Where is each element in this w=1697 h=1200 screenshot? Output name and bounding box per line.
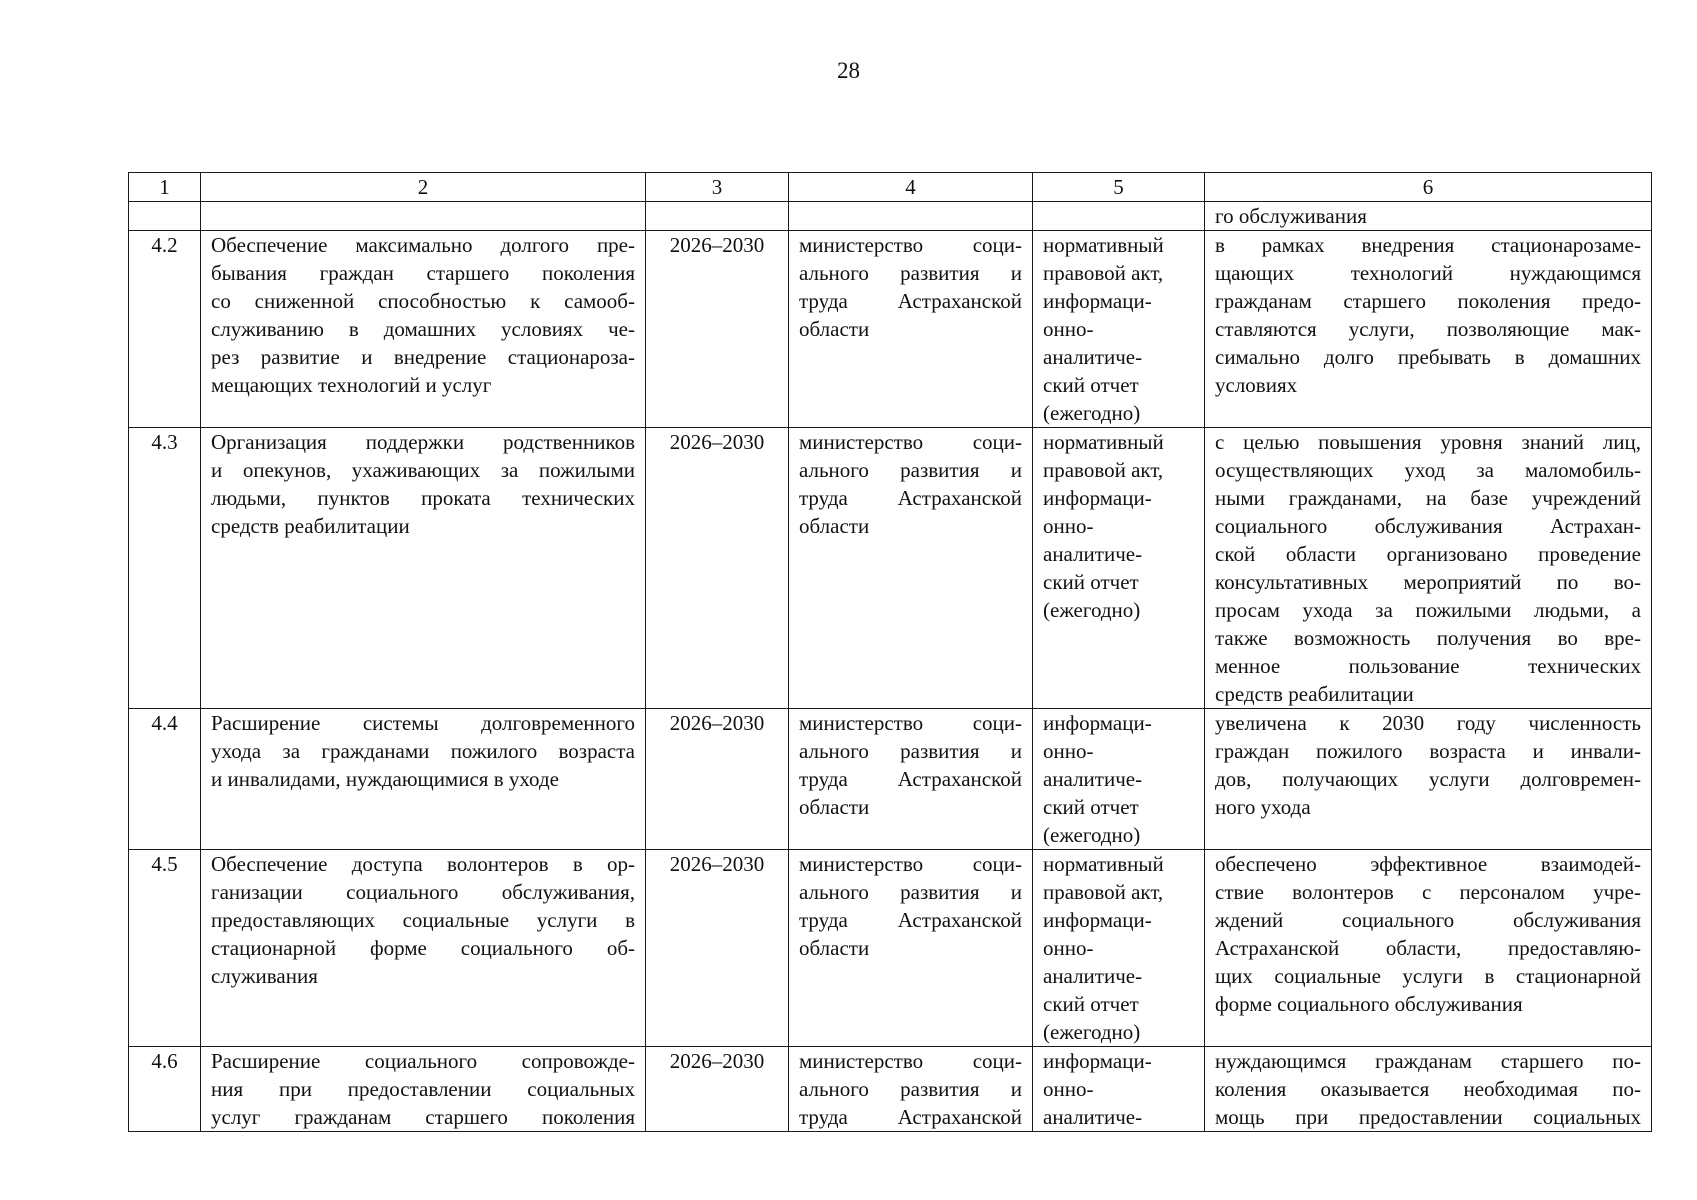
text-line: нуждающимся гражданам старшего по- xyxy=(1215,1049,1641,1073)
result-cell xyxy=(1205,231,1652,428)
text-line: нормативный xyxy=(1043,430,1164,454)
text-line: предоставляющих социальные услуги в xyxy=(211,908,635,932)
text-line: Расширение системы долговременного xyxy=(211,711,635,735)
text-line: и опекунов, ухаживающих за пожилыми xyxy=(211,458,635,482)
number-cell xyxy=(129,428,201,709)
text-line: дов, получающих услуги долговремен- xyxy=(1215,767,1641,791)
text-line: аналитиче- xyxy=(1043,964,1143,988)
table-row xyxy=(129,1047,1652,1132)
text-line: Обеспечение максимально долгого пре- xyxy=(211,233,635,257)
text-line: аналитиче- xyxy=(1043,542,1143,566)
text-line: 2026–2030 xyxy=(669,233,765,257)
text-line: ального развития и xyxy=(799,880,1022,904)
text-line: обеспечено эффективное взаимодей- xyxy=(1215,852,1641,876)
text-line: 2026–2030 xyxy=(669,852,765,876)
text-line: труда Астраханской xyxy=(799,486,1022,510)
period-cell xyxy=(646,850,789,1047)
activity-name-cell xyxy=(201,428,646,709)
text-line: области xyxy=(799,936,870,960)
executor-cell xyxy=(789,428,1033,709)
text-line: 4.6 xyxy=(151,1049,178,1073)
text-line: нормативный xyxy=(1043,233,1164,257)
executor-cell xyxy=(789,231,1033,428)
activity-name-cell xyxy=(201,850,646,1047)
text-line: щающих технологий нуждающимся xyxy=(1215,261,1641,285)
text-line: средств реабилитации xyxy=(1215,682,1414,706)
text-line: ального развития и xyxy=(799,458,1022,482)
cell-clip xyxy=(1043,1047,1194,1131)
text-line: служивания xyxy=(211,964,318,988)
cell-clip xyxy=(799,1047,1022,1131)
text-line: правовой акт, xyxy=(1043,261,1164,285)
activity-name-cell xyxy=(201,709,646,850)
text-line: информаци- xyxy=(1043,289,1152,313)
text-line: 2026–2030 xyxy=(669,430,765,454)
text-line: министерство соци- xyxy=(799,1049,1022,1073)
empty-cell xyxy=(1033,202,1205,231)
text-line: мощь при предоставлении социальных xyxy=(1215,1105,1641,1129)
header-cell: 3 xyxy=(646,173,789,202)
text-line: нормативный xyxy=(1043,852,1164,876)
cell-clip xyxy=(211,1047,635,1131)
table-row xyxy=(129,231,1652,428)
table-row xyxy=(129,709,1652,850)
result-cell xyxy=(1205,202,1652,231)
text-line: аналитиче- xyxy=(1043,345,1143,369)
document-cell xyxy=(1033,1047,1205,1132)
text-line: правовой акт, xyxy=(1043,880,1164,904)
activity-name-cell xyxy=(201,231,646,428)
period-cell xyxy=(646,709,789,850)
text-line: ного ухода xyxy=(1215,795,1311,819)
text-line: Организация поддержки родственников xyxy=(211,430,635,454)
document-cell xyxy=(1033,231,1205,428)
text-line: министерство соци- xyxy=(799,711,1022,735)
text-line: го обслуживания xyxy=(1215,204,1367,228)
text-line: 2026–2030 xyxy=(669,711,765,735)
text-line: бывания граждан старшего поколения xyxy=(211,261,635,285)
cell-clip xyxy=(139,1047,190,1131)
text-line: форме социального обслуживания xyxy=(1215,992,1523,1016)
text-line: с целью повышения уровня знаний лиц, xyxy=(1215,430,1641,454)
text-line: 4.2 xyxy=(151,233,178,257)
text-line: информаци- xyxy=(1043,1049,1152,1073)
text-line: гражданам старшего поколения предо- xyxy=(1215,289,1641,313)
number-cell xyxy=(129,709,201,850)
text-line: служиванию в домашних условиях че- xyxy=(211,317,635,341)
text-line: ский отчет xyxy=(1043,795,1139,819)
text-line: (ежегодно) xyxy=(1043,1020,1141,1044)
text-line: ский отчет xyxy=(1043,570,1139,594)
text-line: рез развитие и внедрение стационароза- xyxy=(211,345,635,369)
text-line: 2026–2030 xyxy=(669,1049,765,1073)
text-line: людьми, пунктов проката технических xyxy=(211,486,635,510)
header-cell: 2 xyxy=(201,173,646,202)
text-line: ального развития и xyxy=(799,261,1022,285)
text-line: Обеспечение доступа волонтеров в ор- xyxy=(211,852,635,876)
text-line: 4.3 xyxy=(151,430,178,454)
period-cell xyxy=(646,1047,789,1132)
text-line: информаци- xyxy=(1043,486,1152,510)
text-line: мещающих технологий и услуг xyxy=(211,373,492,397)
empty-cell xyxy=(646,202,789,231)
text-line: министерство соци- xyxy=(799,430,1022,454)
text-line: онно- xyxy=(1043,739,1094,763)
activities-table xyxy=(128,172,1652,1132)
text-line: области xyxy=(799,317,870,341)
empty-cell xyxy=(201,202,646,231)
table-row xyxy=(129,850,1652,1047)
text-line: средств реабилитации xyxy=(211,514,410,538)
document-cell xyxy=(1033,709,1205,850)
text-line: министерство соци- xyxy=(799,233,1022,257)
text-line: щих социальные услуги в стационарной xyxy=(1215,964,1641,988)
text-line: (ежегодно) xyxy=(1043,401,1141,425)
text-line: ганизации социального обслуживания, xyxy=(211,880,635,904)
text-line: онно- xyxy=(1043,317,1094,341)
text-line: граждан пожилого возраста и инвали- xyxy=(1215,739,1641,763)
text-line: труда Астраханской xyxy=(799,289,1022,313)
text-line: коления оказывается необходимая по- xyxy=(1215,1077,1641,1101)
text-line: просам ухода за пожилыми людьми, а xyxy=(1215,598,1641,622)
text-line: стационарной форме социального об- xyxy=(211,936,635,960)
text-line: онно- xyxy=(1043,936,1094,960)
text-line: области xyxy=(799,514,870,538)
table-row xyxy=(129,428,1652,709)
document-cell xyxy=(1033,428,1205,709)
header-cell: 5 xyxy=(1033,173,1205,202)
text-line: также возможность получения во вре- xyxy=(1215,626,1641,650)
continuation-row xyxy=(129,202,1652,231)
text-line: Астраханской области, предоставляю- xyxy=(1215,936,1641,960)
header-cell: 6 xyxy=(1205,173,1652,202)
text-line: 4.4 xyxy=(151,711,178,735)
text-line: осуществляющих уход за маломобиль- xyxy=(1215,458,1641,482)
text-line: социального обслуживания Астрахан- xyxy=(1215,514,1641,538)
text-line: симально долго пребывать в домашних xyxy=(1215,345,1641,369)
executor-cell xyxy=(789,1047,1033,1132)
text-line: правовой акт, xyxy=(1043,458,1164,482)
text-line: ального развития и xyxy=(799,1077,1022,1101)
text-line: ального развития и xyxy=(799,739,1022,763)
document-cell xyxy=(1033,850,1205,1047)
text-line: ухода за гражданами пожилого возраста xyxy=(211,739,635,763)
text-line: аналитиче- xyxy=(1043,767,1143,791)
text-line: министерство соци- xyxy=(799,852,1022,876)
result-cell xyxy=(1205,1047,1652,1132)
text-line: увеличена к 2030 году численность xyxy=(1215,711,1641,735)
text-line: (ежегодно) xyxy=(1043,823,1141,847)
text-line: (ежегодно) xyxy=(1043,598,1141,622)
text-line: области xyxy=(799,795,870,819)
text-line: труда Астраханской xyxy=(799,767,1022,791)
text-line: ными гражданами, на базе учреждений xyxy=(1215,486,1641,510)
text-line: менное пользование технических xyxy=(1215,654,1641,678)
executor-cell xyxy=(789,709,1033,850)
text-line: ский отчет xyxy=(1043,373,1139,397)
empty-cell xyxy=(789,202,1033,231)
result-cell xyxy=(1205,709,1652,850)
text-line: консультативных мероприятий по во- xyxy=(1215,570,1641,594)
number-cell xyxy=(129,850,201,1047)
period-cell xyxy=(646,231,789,428)
text-line: и инвалидами, нуждающимися в уходе xyxy=(211,767,559,791)
cell-clip xyxy=(1215,1047,1641,1131)
result-cell xyxy=(1205,850,1652,1047)
empty-cell xyxy=(129,202,201,231)
text-line: ставляются услуги, позволяющие мак- xyxy=(1215,317,1641,341)
number-cell xyxy=(129,1047,201,1132)
executor-cell xyxy=(789,850,1033,1047)
header-row xyxy=(129,173,1652,202)
text-line: ждений социального обслуживания xyxy=(1215,908,1641,932)
text-line: онно- xyxy=(1043,514,1094,538)
result-cell xyxy=(1205,428,1652,709)
number-cell xyxy=(129,231,201,428)
activity-name-cell xyxy=(201,1047,646,1132)
header-cell: 4 xyxy=(789,173,1033,202)
text-line: Расширение социального сопровожде- xyxy=(211,1049,635,1073)
text-line: онно- xyxy=(1043,1077,1094,1101)
text-line: услуг гражданам старшего поколения xyxy=(211,1105,635,1129)
cell-clip xyxy=(656,1047,778,1131)
text-line: информаци- xyxy=(1043,908,1152,932)
text-line: труда Астраханской xyxy=(799,1105,1022,1129)
text-line: информаци- xyxy=(1043,711,1152,735)
header-cell: 1 xyxy=(129,173,201,202)
period-cell xyxy=(646,428,789,709)
text-line: 4.5 xyxy=(151,852,178,876)
text-line: аналитиче- xyxy=(1043,1105,1143,1129)
text-line: ский отчет xyxy=(1043,992,1139,1016)
text-line: ствие волонтеров с персоналом учре- xyxy=(1215,880,1641,904)
text-line: труда Астраханской xyxy=(799,908,1022,932)
text-line: в рамках внедрения стационарозаме- xyxy=(1215,233,1641,257)
page-number: 28 xyxy=(837,58,860,83)
text-line: ния при предоставлении социальных xyxy=(211,1077,635,1101)
text-line: со сниженной способностью к самооб- xyxy=(211,289,635,313)
text-line: условиях xyxy=(1215,373,1298,397)
text-line: ской области организовано проведение xyxy=(1215,542,1641,566)
